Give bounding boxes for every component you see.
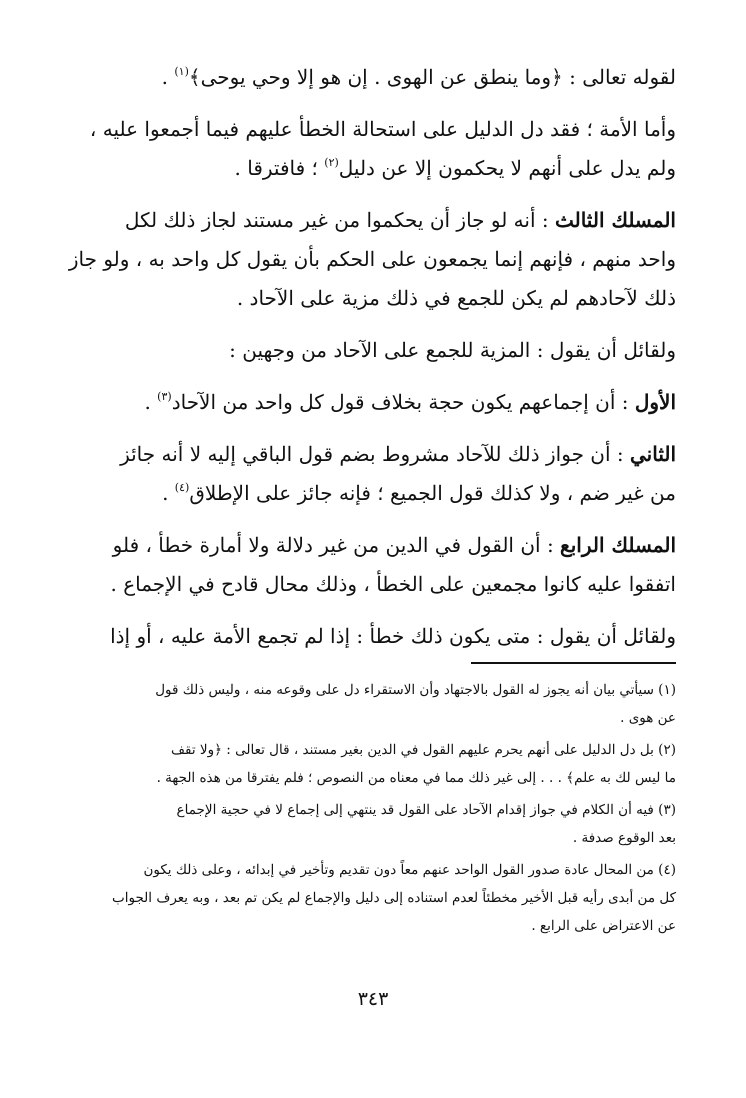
line-text: : أنه لو جاز أن يحكموا من غير مستند لجاز ذلك لكل	[124, 208, 555, 232]
text-line: وأما الأمة ؛ فقد دل الدليل على استحالة الخطأ عليهم فيما أجمعوا عليه ،	[89, 117, 676, 141]
line-end: .	[162, 481, 175, 505]
paragraph-quote	[66, 58, 676, 97]
paragraph-second	[66, 435, 676, 513]
paragraph-first	[66, 383, 676, 422]
line-text: من غير ضم ، ولا كذلك قول الجميع ؛ فإنه جائز على الإطلاق	[189, 481, 676, 505]
line-end: .	[144, 390, 158, 414]
page-number: ٣٤٣	[357, 988, 389, 1010]
footnote-line: بعد الوقوع صدفة .	[572, 830, 676, 846]
text-line	[66, 474, 676, 513]
footnote-4	[66, 856, 676, 940]
footnote-ref-4[interactable]: (٤)	[174, 481, 190, 494]
footnotes	[66, 676, 676, 944]
section-heading: الأول	[634, 390, 676, 414]
paragraph-fourth-method	[66, 526, 676, 604]
footnote-line: (٢) بل دل الدليل على أنهم يحرم عليهم القول في الدين بغير مستند ، قال تعالى : ﴿ولا تقف	[171, 742, 676, 758]
line-end: .	[161, 65, 175, 89]
paragraph-objection-1	[66, 331, 676, 370]
line-text: : أن جواز ذلك للآحاد مشروط بضم قول الباقي إليه لا أنه جائز	[120, 442, 630, 466]
footnote-line: (١) سيأتي بيان أنه يجوز له القول بالاجتهاد وأن الاستقراء دل على وقوعه منه ، وليس ذلك قول	[155, 682, 676, 698]
line-end: ؛ فافترقا .	[234, 156, 325, 180]
line-text: لقوله تعالى : ﴿وما ينطق عن الهوى . إن هو إلا وحي يوحى﴾	[188, 65, 676, 89]
footnote-3	[66, 796, 676, 852]
paragraph-objection-2	[66, 617, 676, 656]
text-line: ولقائل أن يقول : المزية للجمع على الآحاد من وجهين :	[229, 338, 676, 362]
footnote-line: ما ليس لك به علم﴾ . . . إلى غير ذلك مما في معناه من النصوص ؛ فلم يفترقا من هذه الجهة .	[156, 770, 676, 786]
section-heading: الثاني	[629, 442, 676, 466]
footnote-ref-2[interactable]: (٢)	[324, 156, 339, 169]
main-text	[66, 58, 676, 669]
section-heading: المسلك الرابع	[560, 533, 676, 557]
footnote-1	[66, 676, 676, 732]
line-text: ولم يدل على أنهم لا يحكمون إلا عن دليل	[338, 156, 676, 180]
footnote-ref-1[interactable]: (١)	[174, 65, 189, 78]
footnote-divider	[471, 662, 676, 664]
text-line: واحد منهم ، فإنهم إنما يجمعون على الحكم بأن يقول كل واحد به ، ولو جاز	[68, 247, 676, 271]
footnote-line: (٣) فيه أن الكلام في جواز إقدام الآحاد على القول قد ينتهي إلى إجماع لا في حجية الإجماع	[176, 802, 676, 818]
text-line	[66, 435, 676, 474]
line-text: : أن القول في الدين من غير دلالة ولا أمارة خطأ ، فلو	[112, 533, 561, 557]
text-line: ولقائل أن يقول : متى يكون ذلك خطأ : إذا لم تجمع الأمة عليه ، أو إذا	[110, 624, 676, 648]
line-text: : أن إجماعهم يكون حجة بخلاف قول كل واحد من الآحاد	[171, 390, 635, 414]
footnote-2	[66, 736, 676, 792]
section-heading: المسلك الثالث	[554, 208, 676, 232]
footnote-ref-3[interactable]: (٣)	[157, 390, 172, 403]
text-line	[66, 58, 676, 97]
footnote-line: (٤) من المحال عادة صدور القول الواحد عنهم معاً دون تقديم وتأخير في إبدائه ، وعلى ذلك يكون	[143, 862, 676, 878]
text-line	[66, 149, 676, 188]
footnote-line: عن هوى .	[620, 710, 676, 726]
paragraph-third-method	[66, 201, 676, 318]
text-line	[66, 383, 676, 422]
paragraph-ummah	[66, 110, 676, 188]
text-line: ذلك لآحادهم لم يكن للجمع في ذلك مزية على الآحاد .	[236, 286, 676, 310]
text-line	[66, 526, 676, 565]
footnote-line: عن الاعتراض على الرابع .	[531, 918, 676, 934]
text-line: اتفقوا عليه كانوا مجمعين على الخطأ ، وذلك محال قادح في الإجماع .	[110, 572, 676, 596]
text-line	[66, 201, 676, 240]
footnote-line: كل من أبدى رأيه قبل الأخير مخطئاً لعدم استناده إلى دليل والإجماع لم يكن تم بعد ، وبه يعرف الجواب	[112, 890, 676, 906]
